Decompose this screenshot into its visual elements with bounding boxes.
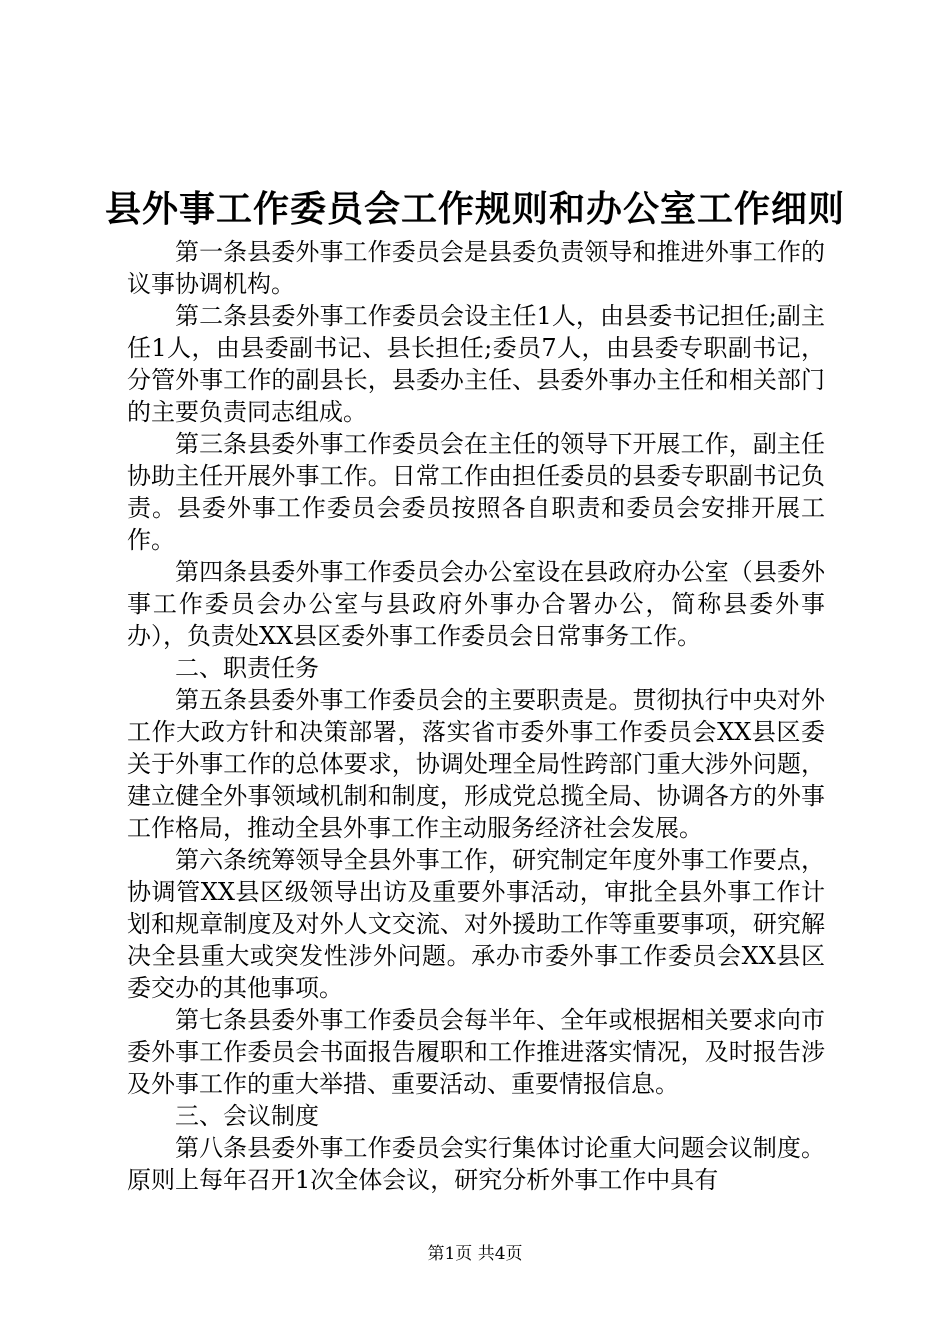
paragraph-article-5: 第五条县委外事工作委员会的主要职责是。贯彻执行中央对外工作大政方针和决策部署，落实省市委外事工作委员会XX县区委关于外事工作的总体要求，协调处理全局性跨部门重大涉外问题，建立健全外事领域机制和制度，形成党总揽全局、协调各方的外事工作格局，推动全县外事工作主动服务经济社会发展。	[127, 686, 825, 842]
paragraph-article-7: 第七条县委外事工作委员会每半年、全年或根据相关要求向市委外事工作委员会书面报告履职和工作推进落实情况，及时报告涉及外事工作的重大举措、重要活动、重要情报信息。	[127, 1006, 825, 1098]
section-heading-duties: 二、职责任务	[175, 654, 319, 682]
paragraph-article-3: 第三条县委外事工作委员会在主任的领导下开展工作，副主任协助主任开展外事工作。日常工作由担任委员的县委专职副书记负责。县委外事工作委员会委员按照各自职责和委员会安排开展工作。	[127, 430, 825, 554]
document-title: 县外事工作委员会工作规则和办公室工作细则	[104, 189, 845, 230]
paragraph-article-2: 第二条县委外事工作委员会设主任1人，由县委书记担任;副主任1人，由县委副书记、县长担任;委员7人，由县委专职副书记，分管外事工作的副县长，县委办主任、县委外事办主任和相关部门的主要负责同志组成。	[127, 302, 825, 426]
paragraph-article-1: 第一条县委外事工作委员会是县委负责领导和推进外事工作的议事协调机构。	[127, 238, 825, 298]
document-body	[127, 236, 825, 1196]
paragraph-article-6: 第六条统筹领导全县外事工作，研究制定年度外事工作要点，协调管XX县区级领导出访及重要外事活动，审批全县外事工作计划和规章制度及对外人文交流、对外援助工作等重要事项，研究解决全县重大或突发性涉外问题。承办市委外事工作委员会XX县区委交办的其他事项。	[127, 846, 825, 1002]
page-number-footer: 第1页 共4页	[427, 1244, 523, 1264]
paragraph-article-8: 第八条县委外事工作委员会实行集体讨论重大问题会议制度。原则上每年召开1次全体会议，研究分析外事工作中具有	[127, 1134, 825, 1194]
paragraph-article-4: 第四条县委外事工作委员会办公室设在县政府办公室（县委外事工作委员会办公室与县政府外事办合署办公，简称县委外事办），负责处XX县区委外事工作委员会日常事务工作。	[127, 558, 825, 650]
section-heading-meetings: 三、会议制度	[175, 1102, 319, 1130]
